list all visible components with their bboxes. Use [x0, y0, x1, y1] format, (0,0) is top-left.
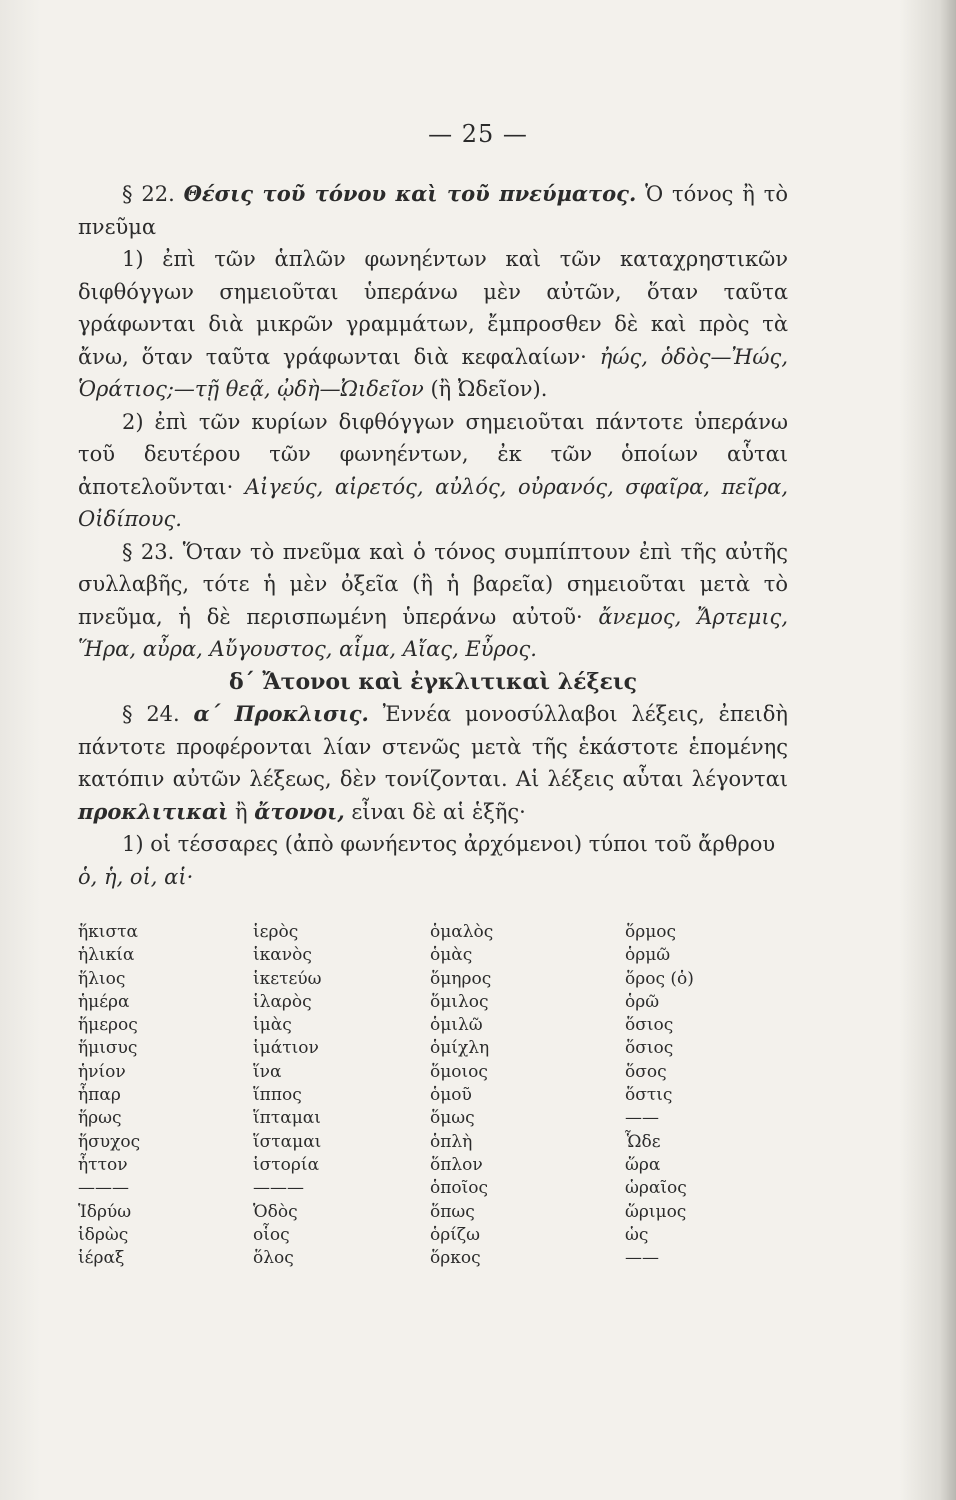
table-cell: ὅμηρος: [430, 968, 492, 989]
table-cell: ἱέραξ: [78, 1248, 125, 1269]
table-cell: Ὧδε: [625, 1131, 661, 1152]
table-cell: ὅρος (ὁ): [625, 968, 694, 989]
p1-text: 1) ἐπὶ τῶν ἁπλῶν φωνηέντων καὶ τῶν καταχρηστικῶν διφθόγγων σημειοῦται ὑπεράνω μὲν αὐτῶν, ὅταν ταῦτα γράφωνται διὰ μικρῶν γραμμάτων, ἔμπροσθεν δὲ καὶ πρὸς τὰ ἄνω, ὅταν ταῦτα γράφωνται διὰ κεφαλαίων·: [78, 247, 788, 369]
p2-text: 2) ἐπὶ τῶν κυρίων διφθόγγων σημειοῦται πάντοτε ὑπεράνω τοῦ δευτέρου τῶν φωνηέντων, ἐκ τῶν ὁποίων αὗται ἀποτελοῦνται·: [78, 409, 788, 499]
or-word: ἢ: [235, 799, 248, 824]
section-heading: δ΄ Ἄτονοι καὶ ἐγκλιτικαὶ λέξεις: [229, 668, 637, 695]
table-cell: ἧττον: [78, 1154, 128, 1175]
section-24: [78, 698, 788, 828]
table-cell: Ὁδὸς: [253, 1201, 298, 1222]
table-cell: οἷος: [253, 1224, 290, 1245]
p1-paren: (ἢ Ὠδεῖον).: [430, 377, 548, 401]
section-24-text-1: Ἐννέα μονοσύλλαβοι λέξεις, ἐπειδὴ πάντοτε προφέρονται λίαν στενῶς μετὰ τῆς ἑκάστοτε ἑπομένης κατόπιν αὐτῶν λέξεως, δὲν τονίζονται. Αἱ λέξεις αὗται λέγονται: [78, 702, 788, 791]
table-cell: ἡμέρα: [78, 991, 130, 1012]
table-cell: ἱμάτιον: [253, 1038, 319, 1059]
table-cell: Ἱδρύω: [78, 1201, 132, 1222]
table-row: [78, 1225, 798, 1248]
section-22-paragraph-2: [78, 406, 788, 536]
term-atonoi: ἄτονοι,: [254, 798, 345, 824]
table-cell: ἥρως: [78, 1108, 122, 1129]
body-text: [78, 178, 788, 893]
table-cell: ὁποῖος: [430, 1178, 489, 1199]
table-cell: ἵνα: [253, 1061, 282, 1082]
table-cell: ἥμερος: [78, 1015, 138, 1036]
table-row: [78, 992, 798, 1015]
p1-examples: ἠώς, ὁδὸς—Ἠώς, Ὁράτιος;—τῇ θεᾷ, ᾠδὴ—Ὠιδεῖον: [78, 344, 788, 401]
table-cell: ὁμὰς: [430, 945, 473, 966]
table-cell: ἥμισυς: [78, 1038, 138, 1059]
section-22-intro-text: Ὁ τόνος ἢ τὸ πνεῦμα: [78, 182, 788, 239]
table-cell: ἵσταμαι: [253, 1131, 322, 1152]
table-row: [78, 1202, 798, 1225]
table-cell: ὅστις: [625, 1085, 673, 1106]
table-cell: ἵππος: [253, 1085, 302, 1106]
table-cell: ἥλιος: [78, 968, 126, 989]
table-cell: ἱδρὼς: [78, 1224, 129, 1245]
table-cell: ὅμως: [430, 1108, 475, 1129]
table-row: [78, 1062, 798, 1085]
section-24-item-1: [78, 828, 788, 861]
table-cell: ὁμοῦ: [430, 1085, 472, 1106]
table-cell: ἱστορία: [253, 1154, 320, 1175]
table-cell: ἱερὸς: [253, 922, 299, 942]
section-23-text: Ὅταν τὸ πνεῦμα καὶ ὁ τόνος συμπίπτουν ἐπὶ τῆς αὐτῆς συλλαβῆς, τότε ἡ μὲν ὀξεῖα (ἢ ἡ βαρεῖα) σημειοῦται μετὰ τὸ πνεῦμα, ἡ δὲ περισπωμένη ὑπεράνω αὐτοῦ·: [78, 539, 788, 629]
table-row: [78, 1178, 798, 1201]
table-cell: ὅσιος: [625, 1015, 674, 1036]
table-cell: ὅμοιος: [430, 1061, 488, 1082]
section-24-text-2: εἶναι δὲ αἱ ἑξῆς·: [351, 799, 526, 824]
table-cell: ὅπλον: [430, 1154, 483, 1175]
table-row: [78, 1015, 798, 1038]
table-cell: ὡς: [625, 1224, 649, 1245]
table-cell: ἥκιστα: [78, 922, 138, 942]
term-proklitikai: προκλιτικαὶ: [78, 798, 229, 824]
table-cell: ἱλαρὸς: [253, 991, 312, 1012]
section-22-title: Θέσις τοῦ τόνου καὶ τοῦ πνεύματος.: [183, 181, 637, 206]
table-row: [78, 1108, 798, 1131]
section-22-number: § 22.: [122, 182, 175, 206]
table-cell: ἱκανὸς: [253, 945, 312, 966]
table-cell: ὅρκος: [430, 1248, 481, 1269]
table-cell: ———: [78, 1178, 129, 1199]
table-row: [78, 1248, 798, 1271]
table-cell: ἧπαρ: [78, 1085, 121, 1106]
section-23-number: § 23.: [122, 539, 175, 564]
table-cell: ὁπλὴ: [430, 1131, 473, 1152]
table-cell: ὅσος: [625, 1061, 667, 1082]
section-24-item-1-forms-line: [78, 861, 788, 894]
table-cell: ——: [625, 1108, 659, 1129]
section-22-intro: [78, 178, 788, 243]
table-cell: ἱμὰς: [253, 1015, 292, 1036]
table-cell: ὁμιλῶ: [430, 1015, 483, 1036]
table-cell: ἵπταμαι: [253, 1108, 321, 1129]
table-cell: ——: [625, 1248, 659, 1269]
section-23: [78, 536, 788, 666]
table-cell: ἥσυχος: [78, 1131, 141, 1152]
table-cell: ὅρμος: [625, 922, 677, 942]
table-cell: ὁρμῶ: [625, 945, 671, 966]
section-22-paragraph-1: [78, 243, 788, 406]
p2-examples: Αἰγεύς, αἱρετός, αὐλός, οὐρανός, σφαῖρα, πεῖρα, Οἰδίπους.: [78, 474, 788, 531]
page-number: — 25 —: [428, 120, 528, 148]
item-1-forms: ὁ, ἡ, οἱ, αἱ·: [78, 864, 194, 889]
item-1-text: 1) οἱ τέσσαρες (ἀπὸ φωνήεντος ἀρχόμενοι) τύποι τοῦ ἄρθρου: [122, 832, 776, 856]
table-cell: ἱκετεύω: [253, 968, 322, 989]
table-row: [78, 969, 798, 992]
table-cell: ὥριμος: [625, 1201, 687, 1222]
table-cell: ἡλικία: [78, 945, 135, 966]
table-cell: ὥρα: [625, 1154, 661, 1175]
table-row: [78, 1132, 798, 1155]
table-row: [78, 1155, 798, 1178]
section-23-examples: ἄνεμος, Ἄρτεμις, Ἥρα, αὖρα, Αὔγουστος, αἷμα, Αἴας, Εὖρος.: [78, 604, 788, 661]
table-row: [78, 1038, 798, 1061]
word-table: [78, 922, 798, 1271]
table-cell: ὁμίχλη: [430, 1038, 490, 1059]
table-cell: ———: [253, 1178, 304, 1199]
section-24-number: § 24.: [122, 702, 180, 726]
table-cell: ὅσιος: [625, 1038, 674, 1059]
table-cell: ὁρῶ: [625, 991, 660, 1012]
table-row: [78, 1085, 798, 1108]
table-cell: ὡραῖος: [625, 1178, 687, 1199]
table-cell: ὁμαλὸς: [430, 922, 494, 942]
table-row: [78, 945, 798, 968]
table-cell: ὅμιλος: [430, 991, 489, 1012]
table-cell: ὅλος: [253, 1248, 294, 1269]
table-cell: ὅπως: [430, 1201, 475, 1222]
section-24-title: α΄ Προκλισις.: [193, 701, 369, 726]
table-cell: ἡνίον: [78, 1061, 126, 1082]
table-cell: ὁρίζω: [430, 1224, 480, 1245]
table-row: [78, 922, 798, 945]
